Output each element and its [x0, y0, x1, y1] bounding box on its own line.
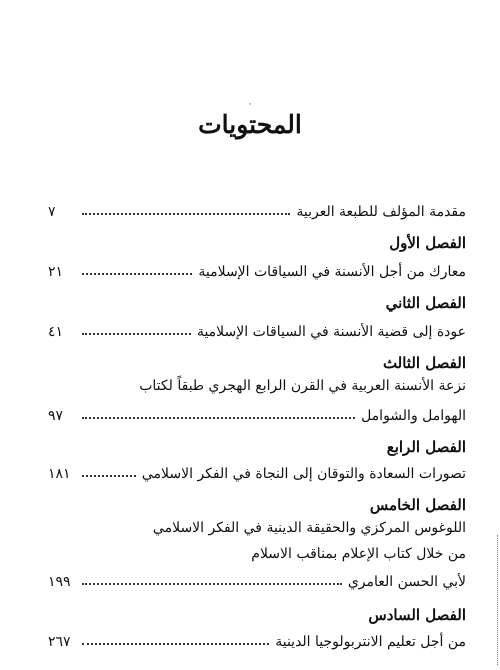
- page-edge-mark: [494, 535, 498, 665]
- toc-entry-chapter-4: [48, 458, 466, 482]
- page-title: المحتويات: [198, 110, 302, 139]
- toc-entry-text: تصورات السعادة والتوقان إلى النجاة في الفكر الاسلامي: [141, 466, 466, 482]
- toc-entry-line: نزعة الأنسنة العربية في القرن الرابع الهجري طبقاً لكتاب: [139, 378, 466, 394]
- leader-dots: [82, 417, 355, 419]
- leader-dots: [82, 475, 136, 477]
- leader-dots: [82, 643, 269, 645]
- toc-entry-text: من أجل تعليم الانتربولوجيا الدينية: [275, 634, 466, 650]
- toc-entry-chapter-6: [48, 626, 466, 650]
- toc-entry-text: عودة إلى قضية الأنسنة في السياقات الإسلامية: [196, 324, 466, 340]
- leader-dots: [82, 333, 191, 335]
- toc-page-number: ١٩٩: [48, 574, 71, 590]
- chapter-heading-5: الفصل الخامس: [369, 496, 466, 514]
- chapter-heading-3: الفصل الثالث: [382, 354, 466, 372]
- toc-entry-text: مقدمة المؤلف للطبعة العربية: [296, 204, 466, 220]
- toc-entry-chapter-3: [48, 400, 466, 424]
- chapter-heading-1: الفصل الأول: [389, 234, 466, 252]
- toc-page-number: ١٨١: [48, 466, 71, 482]
- title-ornament: ·: [248, 100, 252, 110]
- toc-entry-text: لأبي الحسن العامري: [347, 574, 466, 590]
- toc-page-number: ٩٧: [48, 408, 64, 424]
- leader-dots: [82, 213, 290, 215]
- toc-entry-text: الهوامل والشوامل: [361, 408, 466, 424]
- toc-page-number: ٢١: [48, 264, 64, 280]
- leader-dots: [82, 583, 342, 585]
- toc-page-number: ٢٦٧: [48, 634, 71, 650]
- chapter-heading-4: الفصل الرابع: [386, 438, 466, 456]
- toc-page-number: ٧: [48, 204, 56, 220]
- toc-entry-text: معارك من أجل الأنسنة في السياقات الإسلامية: [198, 264, 466, 280]
- toc-entry-preface: [48, 196, 466, 220]
- chapter-heading-2: الفصل الثاني: [385, 294, 466, 312]
- toc-entry-chapter-5: [48, 566, 466, 590]
- toc-entry-chapter-1: [48, 256, 466, 280]
- toc-page-number: ٤١: [48, 324, 64, 340]
- toc-entry-chapter-2: [48, 316, 466, 340]
- leader-dots: [82, 273, 192, 275]
- toc-entry-line: من خلال كتاب الإعلام بمناقب الاسلام: [251, 546, 466, 562]
- chapter-heading-6: الفصل السادس: [368, 606, 466, 624]
- toc-entry-line: اللوغوس المركزي والحقيقة الدينية في الفكر الاسلامي: [152, 520, 466, 536]
